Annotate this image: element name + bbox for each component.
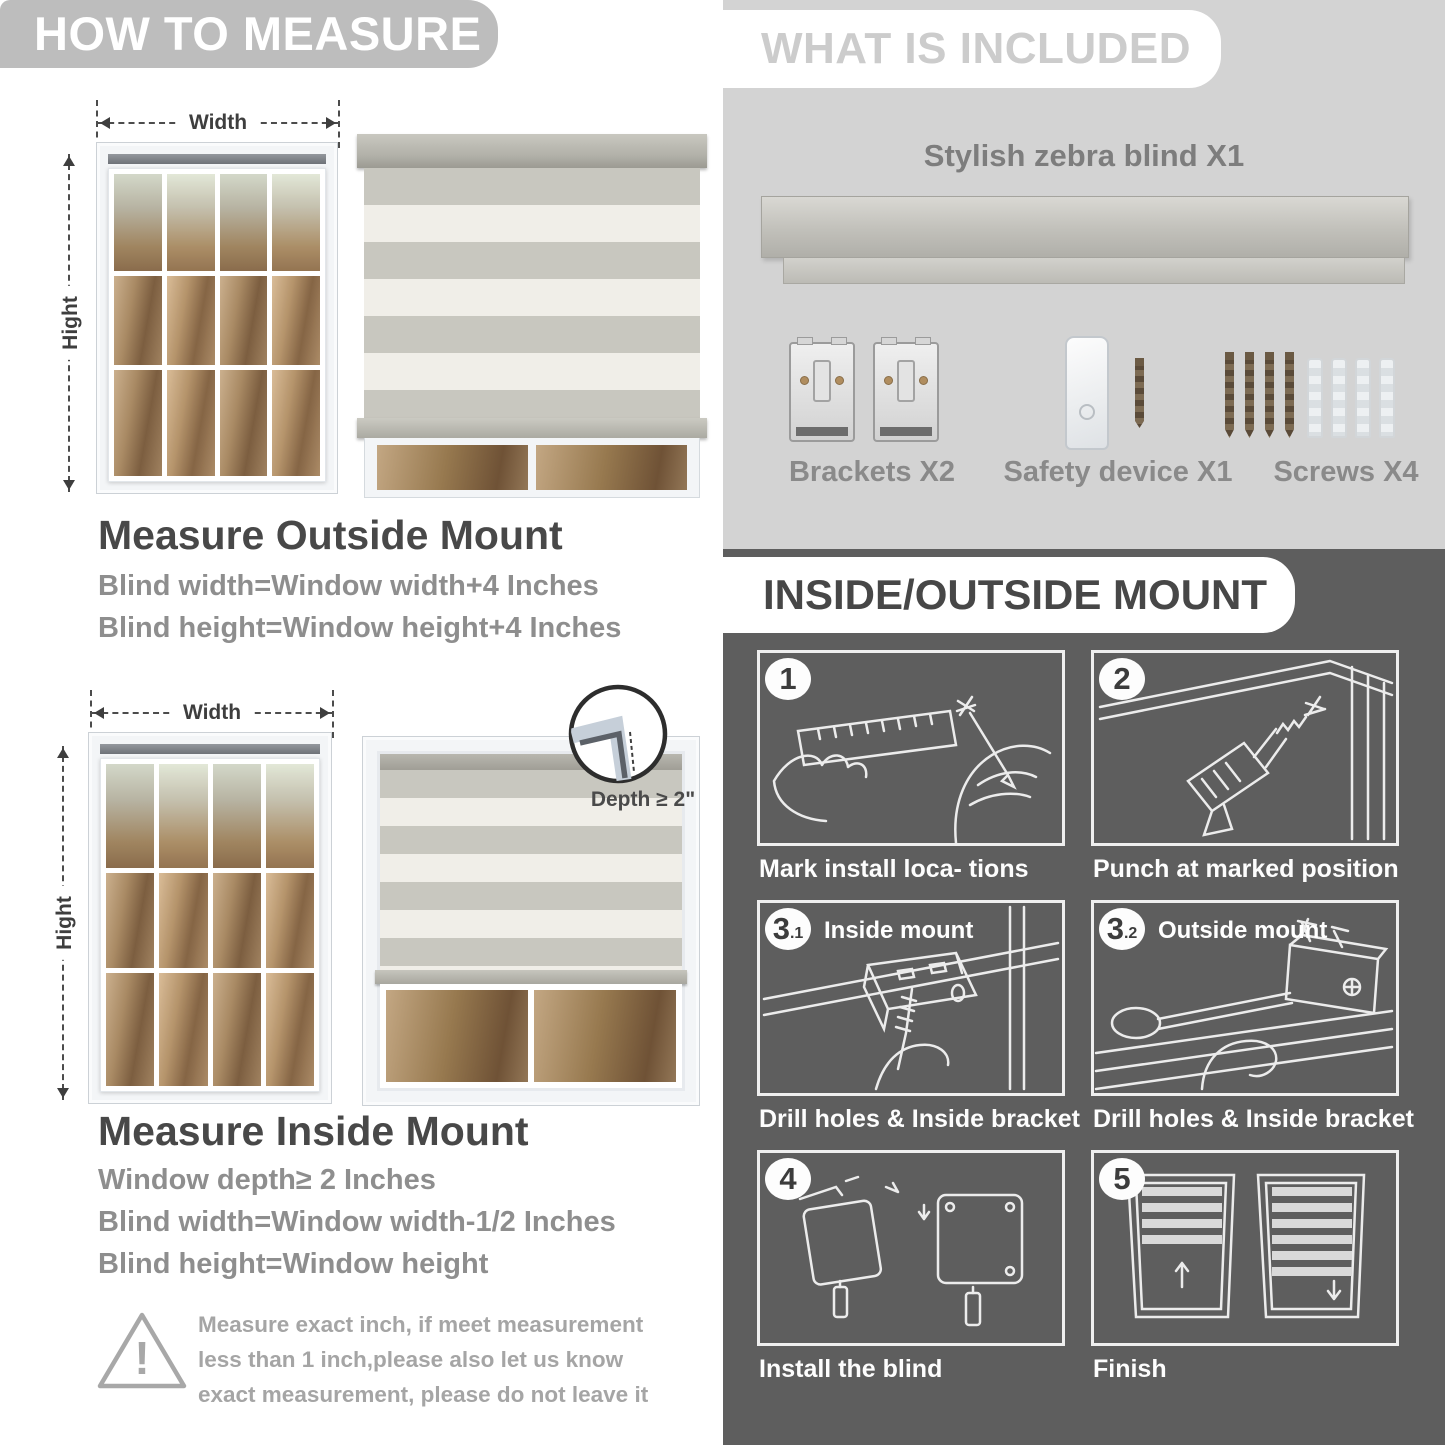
headrail-main-bar [761, 196, 1409, 258]
window-pane [213, 973, 261, 1086]
width-measure-arrow [98, 111, 338, 134]
inside-mount-depth-rule: Window depth≥ 2 Inches [98, 1164, 436, 1196]
bracket-foot [796, 427, 848, 436]
anchors-icons [1307, 358, 1395, 438]
step-1-caption: Mark install loca- tions [759, 855, 1029, 883]
window-below-blind [380, 984, 682, 1088]
height-measure-arrow [59, 154, 82, 492]
step-number: 3 [772, 911, 790, 946]
wall-anchor-icon [1379, 358, 1395, 438]
window-illustration [96, 142, 338, 494]
svg-text:!: ! [134, 1332, 150, 1384]
bracket-foot [880, 427, 932, 436]
screw-icon [1285, 352, 1294, 438]
window-pane [167, 174, 215, 271]
window-glass [100, 758, 320, 1092]
window-pane [534, 990, 676, 1082]
step-5-box [1091, 1150, 1399, 1346]
headrail-valance-bar [783, 258, 1405, 284]
window-pane [159, 873, 207, 968]
step-2-caption: Punch at marked position [1093, 855, 1399, 883]
safety-device-icons [1065, 336, 1144, 450]
window-pane [266, 764, 314, 868]
step-number: 1 [779, 661, 797, 696]
what-is-included-header: WHAT IS INCLUDED [723, 10, 1221, 88]
step-5-caption: Finish [1093, 1355, 1167, 1383]
inside-mount-formula-height: Blind height=Window height [98, 1248, 489, 1280]
step-number-badge [765, 658, 811, 700]
window-pane [106, 973, 154, 1086]
measure-tick [96, 100, 98, 148]
step-number: 4 [779, 1161, 797, 1196]
height-measure-arrow [53, 746, 76, 1100]
safety-device-icon [1065, 336, 1109, 450]
measure-tick [332, 690, 334, 738]
wall-anchor-icon [1331, 358, 1347, 438]
bracket-screw [835, 376, 844, 385]
window-below-blind [364, 438, 700, 498]
step-3-1-caption: Drill holes & Inside bracket [759, 1105, 1080, 1133]
step-number-badge [765, 1158, 811, 1200]
measure-tick [338, 100, 340, 148]
window-track [108, 154, 326, 164]
step-number-badge [1099, 1158, 1145, 1200]
window-illustration [88, 732, 332, 1104]
step-3-1-box [757, 900, 1065, 1096]
window-pane [272, 276, 320, 364]
outside-mount-formula-height: Blind height=Window height+4 Inches [98, 612, 622, 644]
bracket-icon [789, 342, 855, 442]
step-2-box [1091, 650, 1399, 846]
depth-label: Depth ≥ 2" [590, 788, 696, 811]
outside-mount-title: Measure Outside Mount [98, 512, 563, 558]
step-3-2-caption: Drill holes & Inside bracket [1093, 1105, 1414, 1133]
blind-headrail [761, 196, 1409, 284]
depth-magnifier [566, 682, 670, 786]
outside-mount-diagram [60, 108, 705, 496]
screws-label: Screws X4 [1273, 456, 1419, 488]
step-number-badge [765, 908, 811, 950]
step-3-2-title: Outside mount [1158, 917, 1328, 944]
window-pane [272, 174, 320, 271]
window-pane [266, 873, 314, 968]
screw-icon [1265, 352, 1274, 438]
blind-bottom-rail [357, 418, 707, 438]
height-label: Hight [53, 886, 77, 960]
brackets-icons [789, 342, 939, 442]
blind-stripes [364, 168, 700, 418]
window-pane [272, 370, 320, 476]
screw-icon [1245, 352, 1254, 438]
window-pane [114, 276, 162, 364]
window-pane [159, 973, 207, 1086]
step-number-badge [1099, 658, 1145, 700]
height-label: Hight [59, 286, 83, 360]
inside-mount-formula-width: Blind width=Window width-1/2 Inches [98, 1206, 616, 1238]
inside-mount-diagram [53, 688, 720, 1112]
step-3-2-box [1091, 900, 1399, 1096]
step-4-box [757, 1150, 1065, 1346]
wall-anchor-icon [1355, 358, 1371, 438]
window-pane [114, 174, 162, 271]
screws-icons [1225, 352, 1294, 438]
safety-device-label: Safety device X1 [1003, 456, 1233, 488]
window-pane [266, 973, 314, 1086]
bracket-tab [881, 337, 897, 345]
step-number: 5 [1113, 1161, 1131, 1196]
bracket-screw [919, 376, 928, 385]
window-pane [386, 990, 528, 1082]
step-4-caption: Install the blind [759, 1355, 943, 1383]
brackets-label: Brackets X2 [788, 456, 956, 488]
window-pane [536, 445, 687, 490]
window-pane [114, 370, 162, 476]
window-sash [213, 764, 315, 1086]
window-pane [220, 276, 268, 364]
step-number: 3 [1106, 911, 1124, 946]
window-pane [220, 370, 268, 476]
width-label: Width [171, 701, 253, 725]
wall-anchor-icon [1307, 358, 1323, 438]
window-pane [167, 276, 215, 364]
inside-mount-title: Measure Inside Mount [98, 1108, 529, 1154]
window-pane [106, 873, 154, 968]
outside-mount-formula-width: Blind width=Window width+4 Inches [98, 570, 599, 602]
bracket-screw [800, 376, 809, 385]
mount-header: INSIDE/OUTSIDE MOUNT [723, 557, 1295, 633]
measure-tick [90, 690, 92, 738]
bracket-tab [915, 337, 931, 345]
window-sash [220, 174, 321, 476]
window-pane [213, 764, 261, 868]
bracket-tab [831, 337, 847, 345]
width-label: Width [177, 111, 259, 135]
window-pane [213, 873, 261, 968]
step-3-1-title: Inside mount [824, 917, 974, 944]
screw-icon [1225, 352, 1234, 438]
product-label: Stylish zebra blind X1 [923, 138, 1245, 173]
zebra-blind-illustration [364, 134, 700, 498]
bracket-slot [813, 360, 831, 402]
warning-text: Measure exact inch, if meet measurement less than 1 inch,please also let us know exact measurement, please do not leave it [198, 1312, 649, 1407]
step-1-box [757, 650, 1065, 846]
window-track [100, 744, 320, 754]
window-pane [106, 764, 154, 868]
blind-cassette [357, 134, 707, 168]
width-measure-arrow [92, 701, 332, 724]
window-pane [167, 370, 215, 476]
window-sash [106, 764, 208, 1086]
screw-icon [1135, 358, 1144, 428]
window-sash [114, 174, 215, 476]
bracket-slot [897, 360, 915, 402]
window-pane [220, 174, 268, 271]
warning-icon [94, 1306, 190, 1399]
bracket-screw [884, 376, 893, 385]
what-is-included-panel [723, 0, 1445, 549]
bracket-tab [797, 337, 813, 345]
step-substep: .1 [789, 925, 804, 942]
how-to-measure-header: HOW TO MEASURE [0, 0, 498, 68]
mount-instructions-panel [723, 549, 1445, 1445]
window-pane [377, 445, 528, 490]
window-pane [159, 764, 207, 868]
window-glass [108, 168, 326, 482]
bracket-icon [873, 342, 939, 442]
step-substep: .2 [1123, 925, 1138, 942]
blind-bottom-rail [375, 970, 687, 984]
step-number-badge [1099, 908, 1145, 950]
step-number: 2 [1113, 661, 1131, 696]
